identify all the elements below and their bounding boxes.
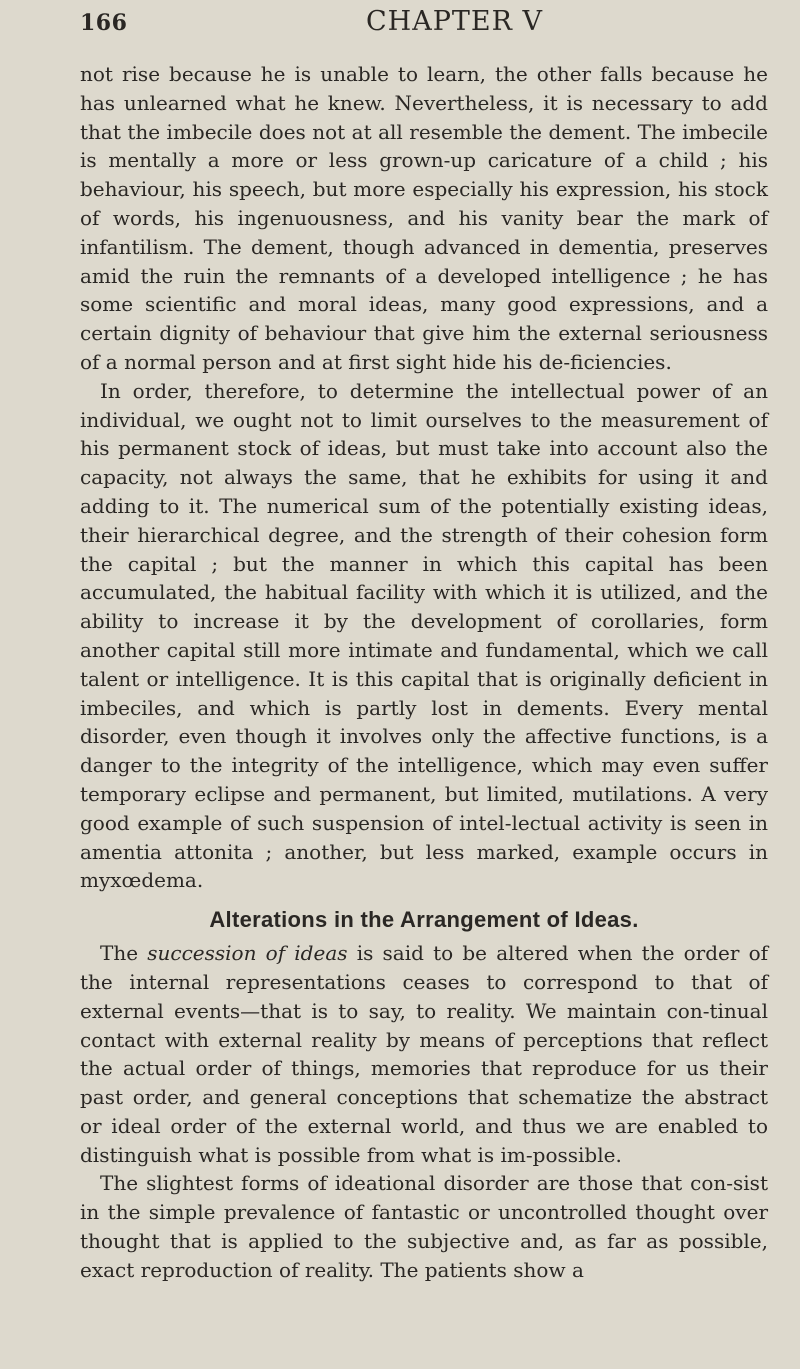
running-head (80, 6, 760, 50)
section-heading: Alterations in the Arrangement of Ideas. (209, 907, 639, 933)
paragraph-1: not rise because he is unable to learn, the other falls because he has unlearned what he knew. Nevertheless, it is necessary to add that the imbecile does not at all resemble the dement. The imbecile is mentally a more or less grown-up caricature of a child ; his behaviour, his speech, but more especially his expression, his stock of words, his ingenuousness, and his vanity bear the mark of infantilism. The dement, though advanced in dementia, preserves amid the ruin the remnants of a developed intelligence ; he has some scientific and moral ideas, many good expressions, and a certain dignity of behaviour that give him the external seriousness of a normal person and at first sight hide his de-ficiencies. (80, 62, 768, 374)
paragraph-3-text: is said to be altered when the order of the internal representations ceases to correspond to that of external events—that is to say, to reality. We maintain con-tinual contact with external reality by means of perceptions that reflect the actual order of things, memories that reproduce for us their past order, and general conceptions that schematize the abstract or ideal order of the external world, and thus we are enabled to distinguish what is possible from what is im-possible. (80, 941, 769, 1167)
paragraph-3-lead: The (100, 941, 139, 966)
paragraph-3-emphasis: succession of ideas (147, 941, 348, 966)
paragraph-4: The slightest forms of ideational disorder are those that con-sist in the simple prevalence of fantastic or uncontrolled thought over thought that is applied to the subjective and, as far as possible, exact reproduction of reality. The patients show a (80, 1171, 768, 1282)
body-text (80, 60, 768, 1285)
paragraph-3 (80, 939, 768, 1169)
page-number: 166 (80, 10, 128, 36)
chapter-title: CHAPTER V (366, 6, 543, 37)
paragraph-2: In order, therefore, to determine the intellectual power of an individual, we ought not to limit ourselves to the measurement of his permanent stock of ideas, but must take into account also the capacity, not always the same, that he exhibits for using it and adding to it. The numerical sum of the potentially existing ideas, their hierarchical degree, and the strength of their cohesion form the capital ; but the manner in which this capital has been accumulated, the habitual facility with which it is utilized, and the ability to increase it by the development of corollaries, form another capital still more intimate and fundamental, which we call talent or intelligence. It is this capital that is originally deficient in imbeciles, and which is partly lost in dements. Every mental disorder, even though it involves only the affective functions, is a danger to the integrity of the intelligence, which may even suffer temporary eclipse and permanent, but limited, mutilations. A very good example of such suspension of intel-lectual activity is seen in amentia attonita ; another, but less marked, example occurs in myxœdema. (80, 378, 768, 893)
